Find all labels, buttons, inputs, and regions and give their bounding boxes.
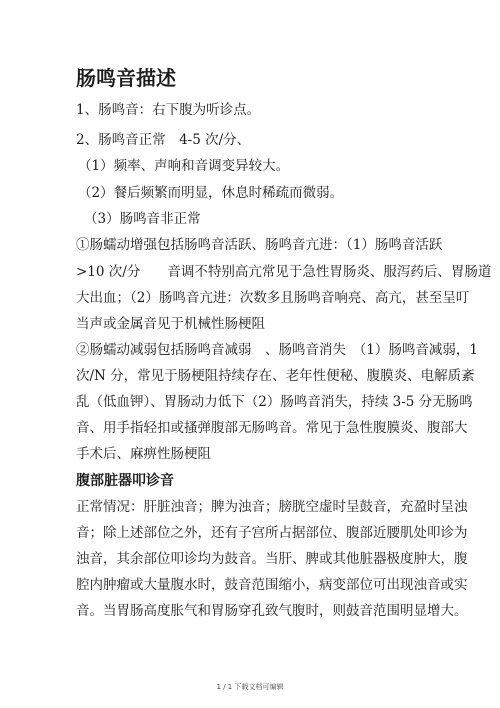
text-line: ②肠蠕动减弱包括肠鸣音减弱 、肠鸣音消失 （1）肠鸣音减弱，1 bbox=[76, 342, 478, 358]
text-line: ①肠蠕动增强包括肠鸣音活跃、肠鸣音亢进：（1）肠鸣音活跃 bbox=[76, 237, 443, 253]
text-line: 乱（低血钾）、胃肠动力低下（2）肠鸣音消失，持续 3-5 分无肠鸣 bbox=[76, 394, 473, 410]
text-line: 音。当胃肠高度胀气和胃肠穿孔致气腹时，则鼓音范围明显增大。 bbox=[76, 603, 468, 619]
text-line: 手术后、麻痹性肠梗阻 bbox=[76, 446, 211, 462]
text-line: 次/N 分，常见于肠梗阻持续存在、老年性便秘、腹膜炎、电解质紊 bbox=[76, 368, 475, 384]
text-line: （2）餐后频繁而明显，休息时稀疏而微弱。 bbox=[78, 185, 344, 201]
text-line: （1）频率、声响和音调变异较大。 bbox=[78, 158, 290, 174]
text-line: （3）肠鸣音非正常 bbox=[84, 211, 201, 227]
text-line: 音；除上述部位之外，还有子宫所占据部位、腹部近腰肌处叩诊为 bbox=[76, 525, 468, 541]
text-line: 当声或金属音见于机械性肠梗阻 bbox=[76, 316, 265, 332]
page-title: 肠鸣音描述 bbox=[76, 66, 176, 90]
text-line: 正常情况：肝脏浊音；脾为浊音；膀胱空虚时呈鼓音，充盈时呈浊 bbox=[76, 499, 468, 515]
text-line: 1、肠鸣音：右下腹为听诊点。 bbox=[76, 102, 261, 118]
text-line: 浊音，其余部位叩诊均为鼓音。当肝、脾或其他脏器极度肿大，腹 bbox=[76, 551, 468, 567]
text-line: 2、肠鸣音正常 4-5 次/分、 bbox=[76, 132, 251, 148]
text-line: 音、用手指轻扣或搔弹腹部无肠鸣音。常见于急性腹膜炎、腹部大 bbox=[76, 420, 468, 436]
text-line: >10 次/分 音调不特别高亢常见于急性胃肠炎、服泻药后、胃肠道 bbox=[76, 264, 492, 280]
section-heading: 腹部脏器叩诊音 bbox=[76, 473, 174, 489]
text-line: 大出血；（2）肠鸣音亢进：次数多且肠鸣音响亮、高亢，甚至呈叮 bbox=[76, 290, 470, 306]
text-line: 腔内肿瘤或大量腹水时，鼓音范围缩小，病变部位可出现浊音或实 bbox=[76, 577, 468, 593]
page-footer: 1 / 1 下载文档可编辑 bbox=[216, 683, 284, 691]
